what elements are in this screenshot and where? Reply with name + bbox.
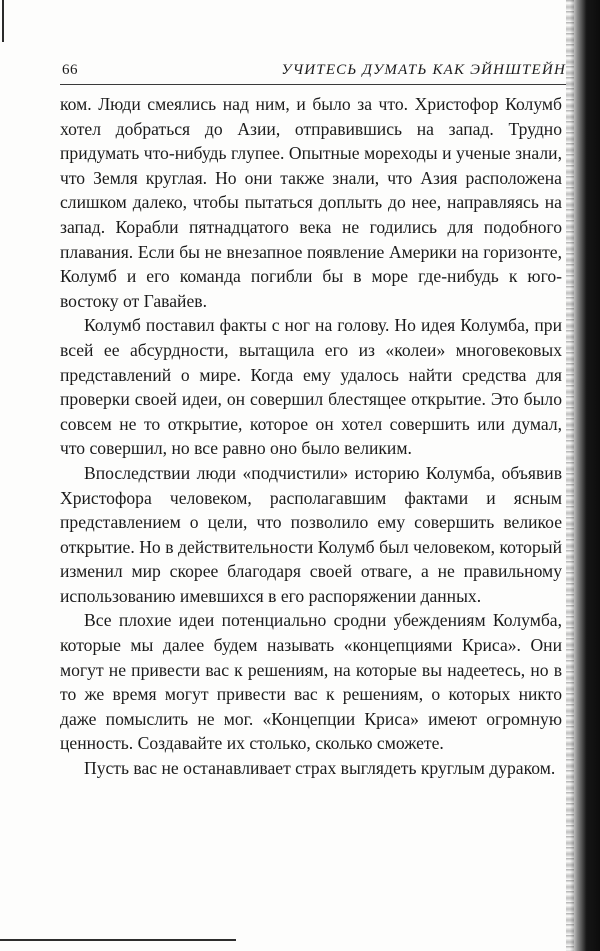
paragraph: Все плохие идеи потенциально сродни убеждениям Колумба, которые мы далее будем называть «концепциями Криса». Они могут не привести вас к решениям, на которые вы надеетесь, но в то же время могут привести вас к решениям, о которых никто даже помыслить не мог. «Концепции Криса» имеют огромную ценность. Создавайте их столько, сколько сможете. <box>60 610 562 754</box>
scan-mark <box>2 0 4 42</box>
page-header <box>60 60 566 85</box>
page-number: 66 <box>62 62 78 78</box>
running-title: УЧИТЕСЬ ДУМАТЬ КАК ЭЙНШТЕЙН <box>281 62 566 78</box>
paragraph: Пусть вас не останавливает страх выглядеть круглым дураком. <box>84 758 556 779</box>
binding-shadow <box>570 0 600 951</box>
paragraph: Колумб поставил факты с ног на голову. Но идея Колумба, при всей ее абсурдности, вытащила его из «колеи» многовековых представлений о мире. Когда ему удалось найти средства для проверки своей идеи, он совершил блестящее открытие. Это было совсем не то открытие, которое он хотел совершить или думал, что совершил, но все равно оно было великим. <box>60 315 562 459</box>
binding-speckle <box>566 0 574 951</box>
bottom-rule <box>0 939 236 941</box>
paragraph: Впоследствии люди «подчистили» историю Колумба, объявив Христофора человеком, располагавшим фактами и ясным представлением о цели, что позволило ему совершить великое открытие. Но в действительности Колумб был человеком, который изменил мир скорее благодаря своей отваге, а не правильному использованию имевшихся в его распоряжении данных. <box>60 462 562 606</box>
paragraph: ком. Люди смеялись над ним, и было за что. Христофор Колумб хотел добраться до Азии, отправившись на запад. Трудно придумать что-нибудь глупее. Опытные мореходы и ученые знали, что Земля круглая. Но они также знали, что Азия расположена слишком далеко, чтобы пытаться доплыть до нее, направляясь на запад. Корабли пятнадцатого века не годились для подобного плавания. Если бы не внезапное появление Америки на горизонте, Колумб и его команда погибли бы в море где-нибудь к юго-востоку от Гавайев. <box>60 94 562 311</box>
body-text <box>60 92 562 781</box>
